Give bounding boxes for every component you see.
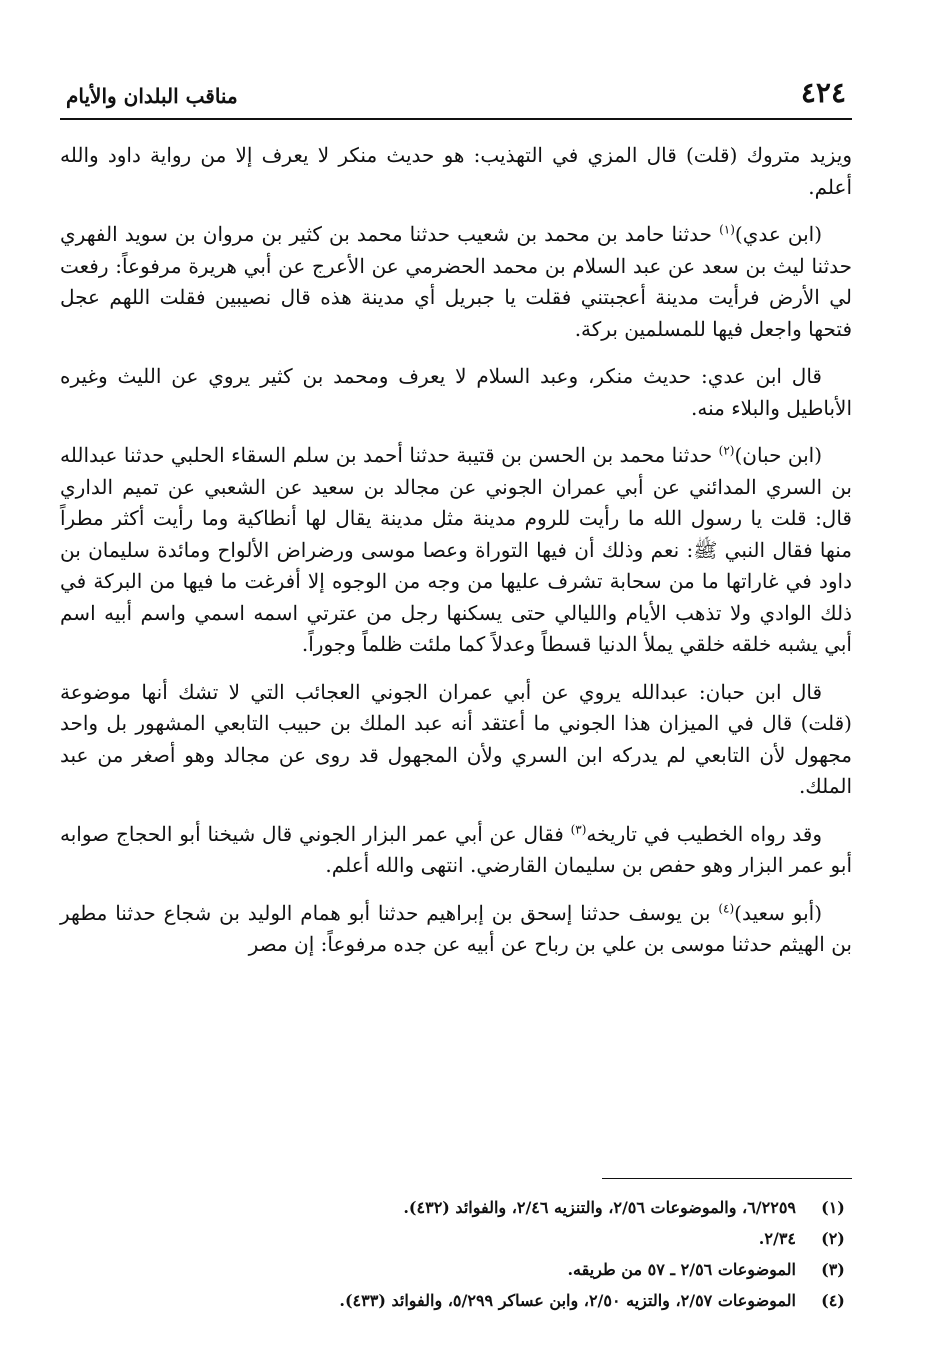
footnote [60,1254,852,1285]
paragraph-text: حدثنا حامد بن محمد بن شعيب حدثنا محمد بن كثير بن مروان بن سويد الفهري حدثنا ليث بن سعد عن عبد السلام بن محمد الحضرمي عن الأعرج عن أبي هريرة مرفوعاً: رفعت لي الأرض فرأيت مدينة أعجبتني فقلت يا جبريل أي مدينة هذه قال نصيبين فقلت اللهم عجل فتحها واجعل فيها للمسلمين بركة. [60,222,852,341]
paragraph [60,819,852,882]
footnote-text: الموضوعات ٢/٥٦ ـ ٥٧ من طريقه. [567,1260,796,1279]
paragraph-text: بن يوسف حدثنا إسحق بن إبراهيم حدثنا أبو همام الوليد بن شجاع حدثنا مطهر بن الهيثم حدثنا موسى بن علي بن رباح عن أبيه عن جده مرفوعاً: إن مصر [60,900,852,956]
paragraph-text: ويزيد متروك (قلت) قال المزي في التهذيب: هو حديث منكر لا يعرف إلا من رواية داود والله أعلم. [60,143,852,199]
footnote-ref: (٣) [570,821,587,836]
paragraph-lead: (ابن حبان) [734,443,822,467]
page-number: ٤٢٤ [800,76,846,109]
footnote-ref: (٤) [718,900,735,915]
running-title: مناقب البلدان والأيام [66,84,238,108]
paragraph [60,140,852,203]
paragraph-lead: (أبو سعيد) [734,900,823,925]
footnote-number: (٢) [821,1229,845,1248]
paragraph-lead: (ابن عدي) [734,222,822,246]
paragraph [60,219,852,345]
footnote-text: ٢/٣٤. [758,1229,796,1248]
footnote [60,1223,852,1254]
footnote-text: ٦/٢٢٥٩، والموضوعات ٢/٥٦، والتنزيه ٢/٤٦، والفوائد (٤٣٢). [403,1198,796,1217]
paragraph-text: قال ابن عدي: حديث منكر، وعبد السلام لا يعرف ومحمد بن كثير يروي عن الليث وغيره الأباطيل والبلاء منه. [60,364,852,420]
footnote-text: الموضوعات ٢/٥٧، والتزيه ٢/٥٠، وابن عساكر ٥/٢٩٩، والفوائد (٤٣٣). [339,1291,796,1310]
paragraph [60,361,852,424]
footnote-number: (١) [821,1198,845,1217]
footnote-ref: (١) [719,222,735,237]
footnote-divider [602,1178,852,1179]
main-text [60,140,852,961]
footnote [60,1285,852,1316]
paragraph [60,677,852,803]
book-page [60,70,852,1310]
paragraph-text: فقال عن أبي عمر البزار الجوني قال شيخنا أبو الحجاج صوابه أبو عمر البزار وهو حفص بن سليمان القارضي. انتهى والله أعلم. [60,821,852,877]
footnotes [60,1192,852,1316]
footnote-number: (٣) [821,1260,845,1279]
paragraph [60,440,852,661]
paragraph [60,898,852,961]
paragraph-text: حدثنا محمد بن الحسن بن قتيبة حدثنا أحمد بن سلم السقاء الحلبي حدثنا عبدالله بن السري المدائني عن أبي عمران الجوني عن مجالد بن سعيد عن الشعبي عن تميم الداري قال: قلت يا رسول الله ما رأيت للروم مدينة مثل مدينة يقال لها أنطاكية وما رأيت أكثر مطراً منها فقال النبي ﷺ: نعم وذلك أن فيها التوراة وعصا موسى ورضراض الألواح ومائدة سليمان بن داود في غاراتها ما من سحابة تشرف عليها من وجه من الوجوه إلا أفرغت ما فيها من البركة في ذلك الوادي ولا تذهب الأيام والليالي حتى يسكنها رجل من عترتي اسمه اسمي واسم أبيه اسم أبي يشبه خلقه خلقي يملأ الدنيا قسطاً وعدلاً كما ملئت ظلماً وجوراً. [60,443,852,656]
footnote-number: (٤) [821,1291,845,1310]
footnote-ref: (٢) [718,443,735,458]
paragraph-lead: وقد رواه الخطيب في تاريخه [586,821,822,846]
page-header [60,70,852,120]
paragraph-text: قال ابن حبان: عبدالله يروي عن أبي عمران الجوني العجائب التي لا تشك أنها موضوعة (قلت) قال في الميزان هذا الجوني ما أعتقد أنه عبد الملك بن حبيب التابعي المشهور بل واحد مجهول لأن التابعي لم يدركه ابن السري ولأن المجهول قد روى عن مجالد وهو أصغر من عبد الملك. [60,679,852,798]
footnote [60,1192,852,1223]
